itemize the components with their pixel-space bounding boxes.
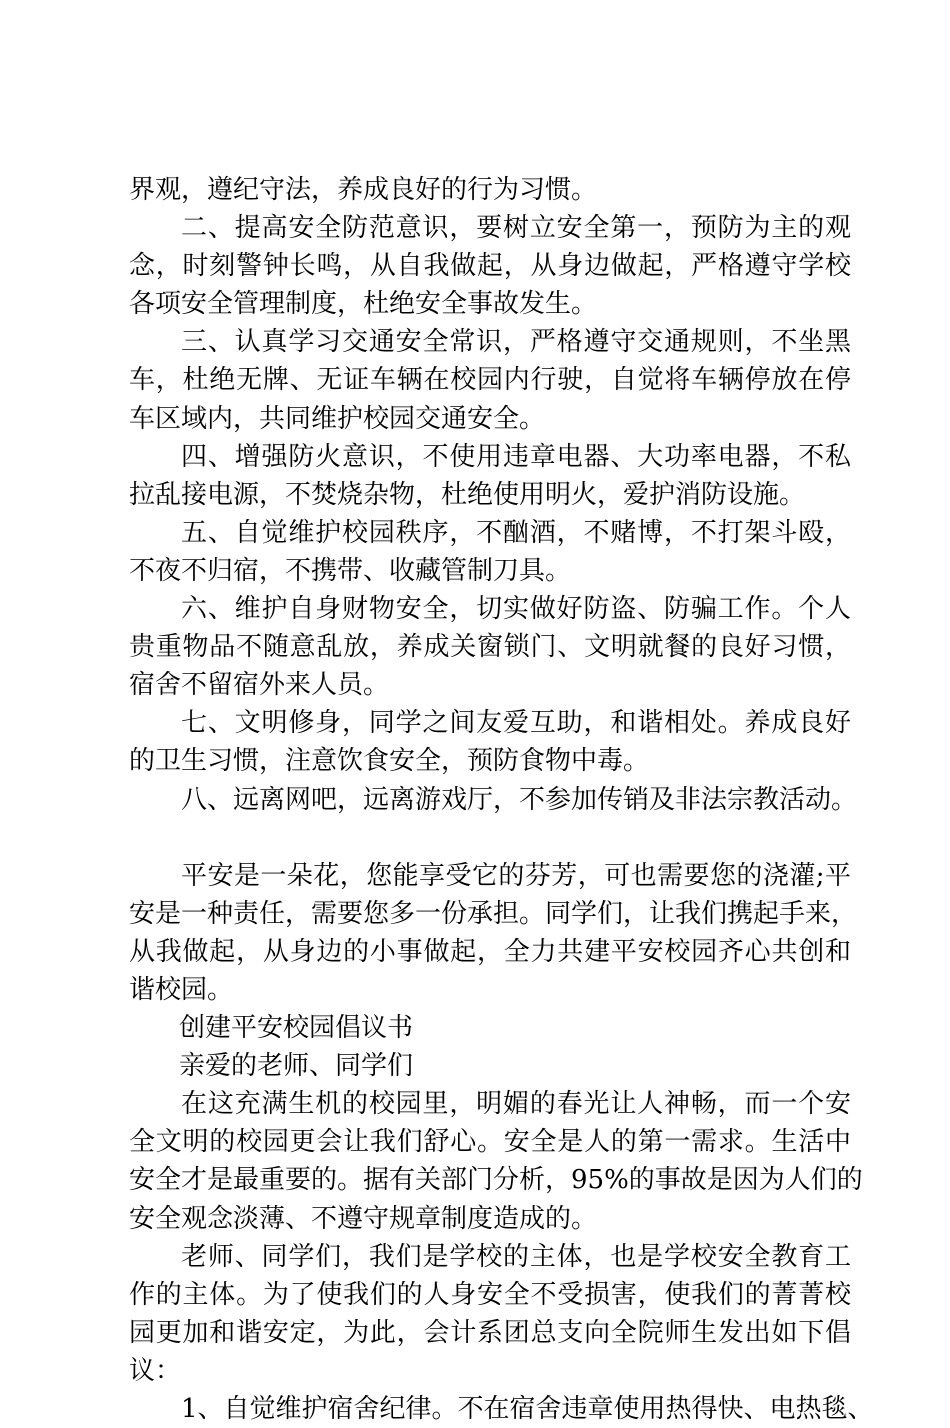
paragraph-item-8: 八、远离网吧，远离游戏厅，不参加传销及非法宗教活动。 [181,784,858,815]
paragraph-item-2: 二、提高安全防范意识，要树立安全第一，预防为主的观 [181,213,851,244]
intro-paragraph: 在这充满生机的校园里，明媚的春光让人神畅，而一个安 [181,1089,851,1120]
text-line: 作的主体。为了使我们的人身安全不受损害，使我们的菁菁校 [129,1279,851,1310]
text-line: 谐校园。 [129,974,234,1005]
text-line: 车，杜绝无牌、无证车辆在校园内行驶，自觉将车辆停放在停 [129,365,851,396]
paragraph-item-3: 三、认真学习交通安全常识，严格遵守交通规则，不坐黑 [181,327,851,358]
text-line: 贵重物品不随意乱放，养成关窗锁门、文明就餐的良好习惯， [129,632,851,663]
text-line: 界观，遵纪守法，养成良好的行为习惯。 [129,175,598,205]
text-line: 不夜不归宿，不携带、收藏管制刀具。 [129,555,572,586]
text-line: 各项安全管理制度，杜绝安全事故发生。 [129,289,598,320]
paragraph-item-6: 六、维护自身财物安全，切实做好防盗、防骗工作。个人 [181,594,851,625]
text-line: 安全才是最重要的。据有关部门分析，95%的事故是因为人们的 [129,1165,863,1196]
paragraph-item-4: 四、增强防火意识，不使用违章电器、大功率电器，不私 [181,441,851,472]
text-line: 念，时刻警钟长鸣，从自我做起，从身边做起，严格遵守学校 [129,251,851,282]
section-title: 创建平安校园倡议书 [179,1013,414,1044]
text-line: 安是一种责任，需要您多一份承担。同学们，让我们携起手来， [129,898,858,929]
text-line: 从我做起，从身边的小事做起，全力共建平安校园齐心共创和 [129,936,851,967]
text-line: 的卫生习惯，注意饮食安全，预防食物中毒。 [129,746,650,777]
text-line: 安全观念淡薄、不遵守规章制度造成的。 [129,1203,598,1234]
numbered-item-1: 1、自觉维护宿舍纪律。不在宿舍违章使用热得快、电热毯、 [181,1394,874,1424]
appeal-paragraph: 老师、同学们，我们是学校的主体，也是学校安全教育工 [181,1241,851,1272]
text-line: 宿舍不留宿外来人员。 [129,670,390,701]
text-line: 车区域内，共同维护校园交通安全。 [129,403,546,434]
paragraph-item-7: 七、文明修身，同学之间友爱互助，和谐相处。养成良好 [181,708,851,739]
paragraph-item-5: 五、自觉维护校园秩序，不酗酒，不赌博，不打架斗殴， [181,517,851,548]
salutation: 亲爱的老师、同学们 [179,1051,414,1082]
text-line: 拉乱接电源，不焚烧杂物，杜绝使用明火，爱护消防设施。 [129,479,806,510]
document-body [129,171,874,1428]
paragraph-spacer [129,819,851,857]
text-line: 园更加和谐安定，为此，会计系团总支向全院师生发出如下倡 [129,1317,851,1348]
text-line: 议： [129,1355,182,1386]
closing-paragraph: 平安是一朵花，您能享受它的芬芳，可也需要您的浇灌;平 [181,860,851,891]
text-line: 全文明的校园更会让我们舒心。安全是人的第一需求。生活中 [129,1127,851,1158]
